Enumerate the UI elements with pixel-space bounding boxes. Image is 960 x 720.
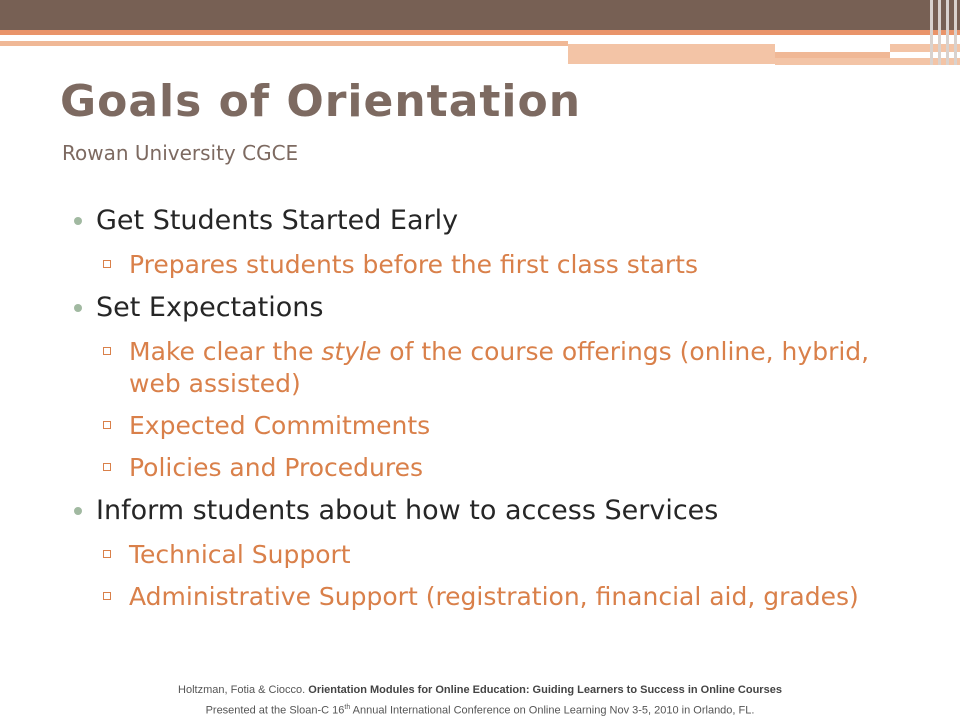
square-bullet-icon xyxy=(103,260,111,268)
citation-venue-sup: th xyxy=(344,704,351,711)
bullet-list xyxy=(74,204,904,623)
bullet-dot-icon xyxy=(74,217,82,225)
bullet-dot-icon xyxy=(74,304,82,312)
sub-bullet-item xyxy=(74,336,904,400)
sub-bullet-item xyxy=(74,539,904,571)
bullet-item xyxy=(74,494,904,528)
citation-venue-pre: Presented at the Sloan-C 16 xyxy=(205,704,345,717)
sub-bullet-item xyxy=(74,249,904,281)
citation-venue-post: Annual International Conference on Online Learning Nov 3-5, 2010 in Orlando, FL. xyxy=(350,704,755,717)
sub-bullet-text: Prepares students before the first class starts xyxy=(129,250,698,279)
sub-bullet-text-pre: Make clear the xyxy=(129,337,322,366)
decor-vertical-lines xyxy=(920,0,960,65)
square-bullet-icon xyxy=(103,421,111,429)
sub-bullet-item xyxy=(74,452,904,484)
decor-stripe xyxy=(568,44,775,64)
header-accent-line xyxy=(0,30,960,35)
sub-bullet-text-emphasis: style xyxy=(321,337,382,366)
square-bullet-icon xyxy=(103,550,111,558)
square-bullet-icon xyxy=(103,347,111,355)
citation-footer xyxy=(0,682,960,720)
bullet-text: Inform students about how to access Services xyxy=(96,495,719,526)
slide-subtitle: Rowan University CGCE xyxy=(62,141,299,165)
sub-bullet-item xyxy=(74,581,904,613)
sub-bullet-text-post: of the course offerings (online, hybrid, web assisted) xyxy=(129,337,870,398)
sub-bullet-text: Expected Commitments xyxy=(129,411,431,440)
citation-paper-title: Orientation Modules for Online Education: Guiding Learners to Success in Online Courses xyxy=(308,684,782,696)
sub-bullet-text: Technical Support xyxy=(129,540,351,569)
sub-bullet-text: Administrative Support (registration, financial aid, grades) xyxy=(129,582,859,611)
slide-title: Goals of Orientation xyxy=(60,76,582,127)
citation-authors: Holtzman, Fotia & Ciocco. xyxy=(178,684,306,696)
sub-bullet-item xyxy=(74,410,904,442)
square-bullet-icon xyxy=(103,463,111,471)
square-bullet-icon xyxy=(103,592,111,600)
sub-bullet-text: Policies and Procedures xyxy=(129,453,424,482)
bullet-text: Set Expectations xyxy=(96,292,324,323)
bullet-item xyxy=(74,204,904,238)
citation-line-1 xyxy=(0,682,960,699)
decor-stripe xyxy=(0,41,568,46)
header-bar xyxy=(0,0,960,30)
bullet-text: Get Students Started Early xyxy=(96,205,459,236)
citation-line-2 xyxy=(0,699,960,720)
bullet-item xyxy=(74,291,904,325)
bullet-dot-icon xyxy=(74,507,82,515)
